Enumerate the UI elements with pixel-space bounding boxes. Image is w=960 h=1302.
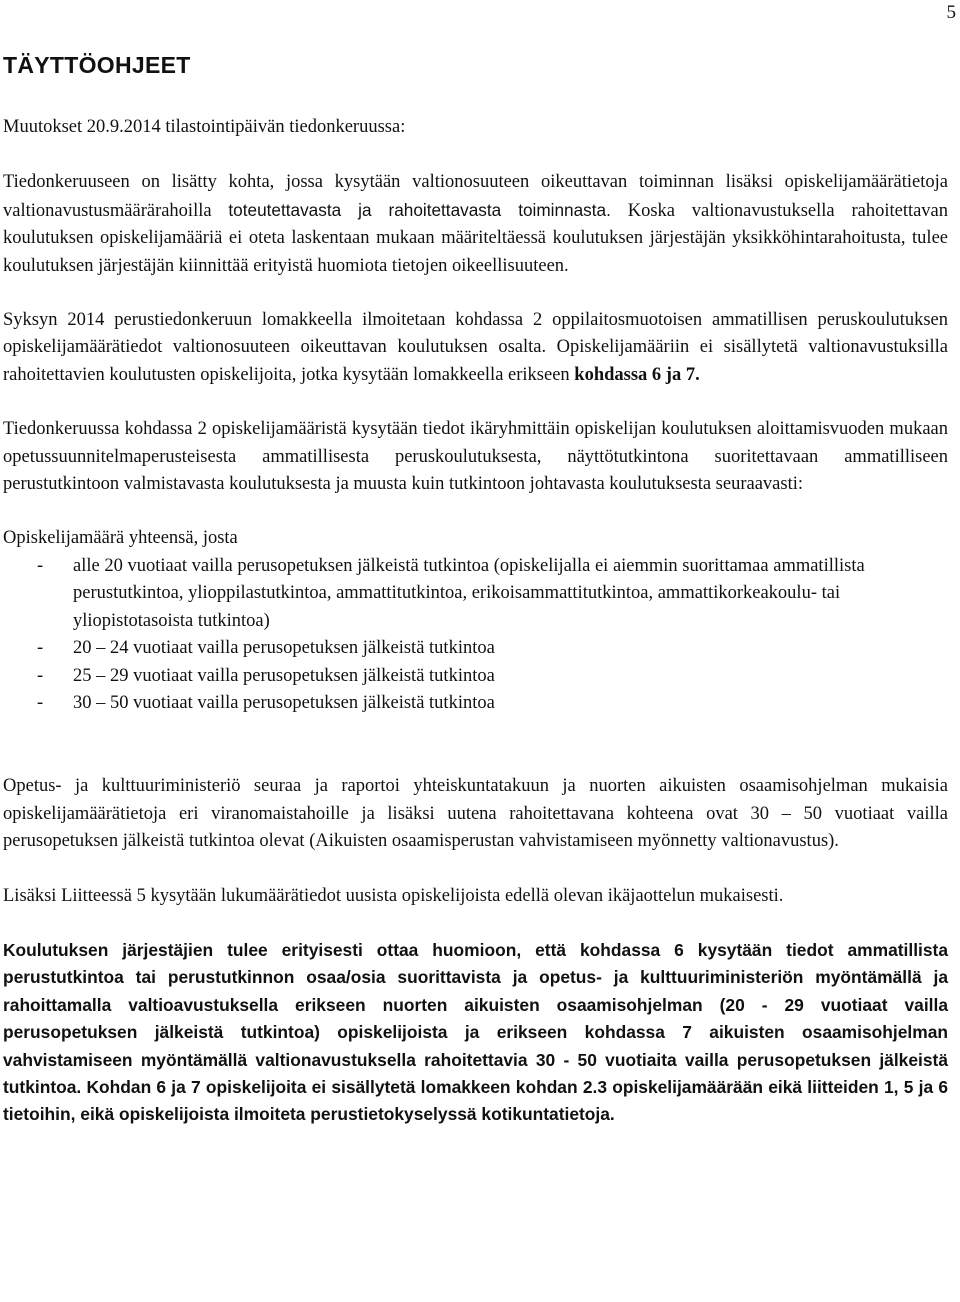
paragraph-new-field-part1: Tiedonkeruuseen on lisätty kohta, jossa kysytään valtionosuuteen oikeuttavan toiminnan lisäksi opiskelijamäärätietoja valtionavustusmäärärahoilla — [3, 172, 948, 221]
paragraph-important-note: Koulutuksen järjestäjien tulee erityisesti ottaa huomioon, että kohdassa 6 kysytään tiedot ammatillista perustutkintoa tai perustutkinnon osaa/osia suorittavista ja opetus- ja kulttuuriministeriön myöntämällä ja rahoittamalla valtioavustuksella erikseen nuorten aikuisten osaamisohjelman (20 - 29 vuotiaat vailla perusopetuksen jälkeistä tutkintoa) opiskelijoista ja erikseen kohdassa 7 aikuisten osaamisohjelman vahvistamiseen myöntämällä valtionavustuksella rahoitettavia 30 - 50 vuotiaita vailla perusopetuksen jälkeistä tutkintoa. Kohdan 6 ja 7 opiskelijoita ei sisällytetä lomakkeen kohdan 2.3 opiskelijamäärään eikä liitteiden 1, 5 ja 6 tietoihin, eikä opiskelijoista ilmoiteta perustietokyselyssä kotikuntatietoja. — [3, 939, 948, 1125]
list-item — [3, 553, 948, 635]
list-item-text: 25 – 29 vuotiaat vailla perusopetuksen jälkeistä tutkintoa — [73, 665, 495, 686]
document-body — [3, 50, 948, 1129]
paragraph-appendix-5: Lisäksi Liitteessä 5 kysytään lukumäärätiedot uusista opiskelijoista edellä olevan ikäjaottelun mukaisesti. — [3, 885, 784, 906]
paragraph-autumn-2014 — [3, 307, 948, 389]
paragraph-autumn-2014-bold: kohdassa 6 ja 7. — [574, 364, 700, 385]
list-item-text: alle 20 vuotiaat vailla perusopetuksen jälkeistä tutkintoa (opiskelijalla ei aiemmin suorittamaa ammatillista perustutkintoa, ylioppilastutkintoa, ammattitutkintoa, erikoisammattitutkintoa, ammattikorkeakoulu- tai yliopistotasoista tutkintoa) — [73, 555, 865, 631]
list-item-text: 20 – 24 vuotiaat vailla perusopetuksen jälkeistä tutkintoa — [73, 638, 495, 659]
list-item — [3, 663, 948, 690]
paragraph-section-2: Tiedonkeruussa kohdassa 2 opiskelijamääristä kysytään tiedot ikäryhmittäin opiskelijan koulutuksen aloittamisvuoden mukaan opetussuunnitelmaperusteisesta ammatillisesta peruskoulutuksesta, näyttötutkintona suoritettavaan ammatilliseen perustutkintoon valmistavasta koulutuksesta ja muusta kuin tutkintoon johtavasta koulutuksesta seuraavasti: — [3, 419, 948, 495]
page-number: 5 — [946, 2, 956, 23]
changes-heading: Muutokset 20.9.2014 tilastointipäivän tiedonkeruussa: — [3, 117, 406, 137]
list-dash: - — [37, 692, 44, 713]
paragraph-new-field-part2: toteutettavasta ja rahoitettavasta toiminnasta. — [228, 199, 611, 220]
paragraph-new-field-part3: Koska valtionavustuksella rahoitettavan koulutuksen opiskelijamääriä ei oteta laskentaan mukaan määriteltäessä koulutuksen järjestäjän yksikköhintarahoitusta, tulee koulutuksen järjestäjän kiinnittää erityistä huomiota tietojen oikeellisuuteen. — [3, 200, 949, 276]
list-dash: - — [37, 555, 44, 576]
list-item — [3, 690, 948, 717]
paragraph-ministry: Opetus- ja kulttuuriministeriö seuraa ja raportoi yhteiskuntatakuun ja nuorten aikuisten osaamisohjelman mukaisia opiskelijamäärätietoja eri viranomaistahoille ja lisäksi uutena rahoitettavana kohteena ovat 30 – 50 vuotiaat vailla perusopetuksen jälkeistä tutkintoa olevat (Aikuisten osaamisperustan vahvistamiseen myönnetty valtionavustus). — [3, 776, 948, 852]
paragraph-new-field — [3, 169, 948, 280]
page-title: TÄYTTÖOHJEET — [3, 52, 191, 78]
paragraph-autumn-2014-text: Syksyn 2014 perustiedonkeruun lomakkeella ilmoitetaan kohdassa 2 oppilaitosmuotoisen ammatillisen peruskoulutuksen opiskelijamäärätiedot valtionosuuteen oikeuttavan koulutuksen osalta. Opiskelijamääriin ei sisällytetä valtionavustuksilla rahoitettavien koulutusten opiskelijoita, jotka kysytään lomakkeella erikseen — [3, 310, 948, 385]
age-group-list — [3, 553, 948, 717]
list-heading: Opiskelijamäärä yhteensä, josta — [3, 528, 238, 549]
list-dash: - — [37, 638, 44, 659]
list-item — [3, 635, 948, 662]
list-dash: - — [37, 665, 44, 686]
list-item-text: 30 – 50 vuotiaat vailla perusopetuksen jälkeistä tutkintoa — [73, 692, 495, 713]
